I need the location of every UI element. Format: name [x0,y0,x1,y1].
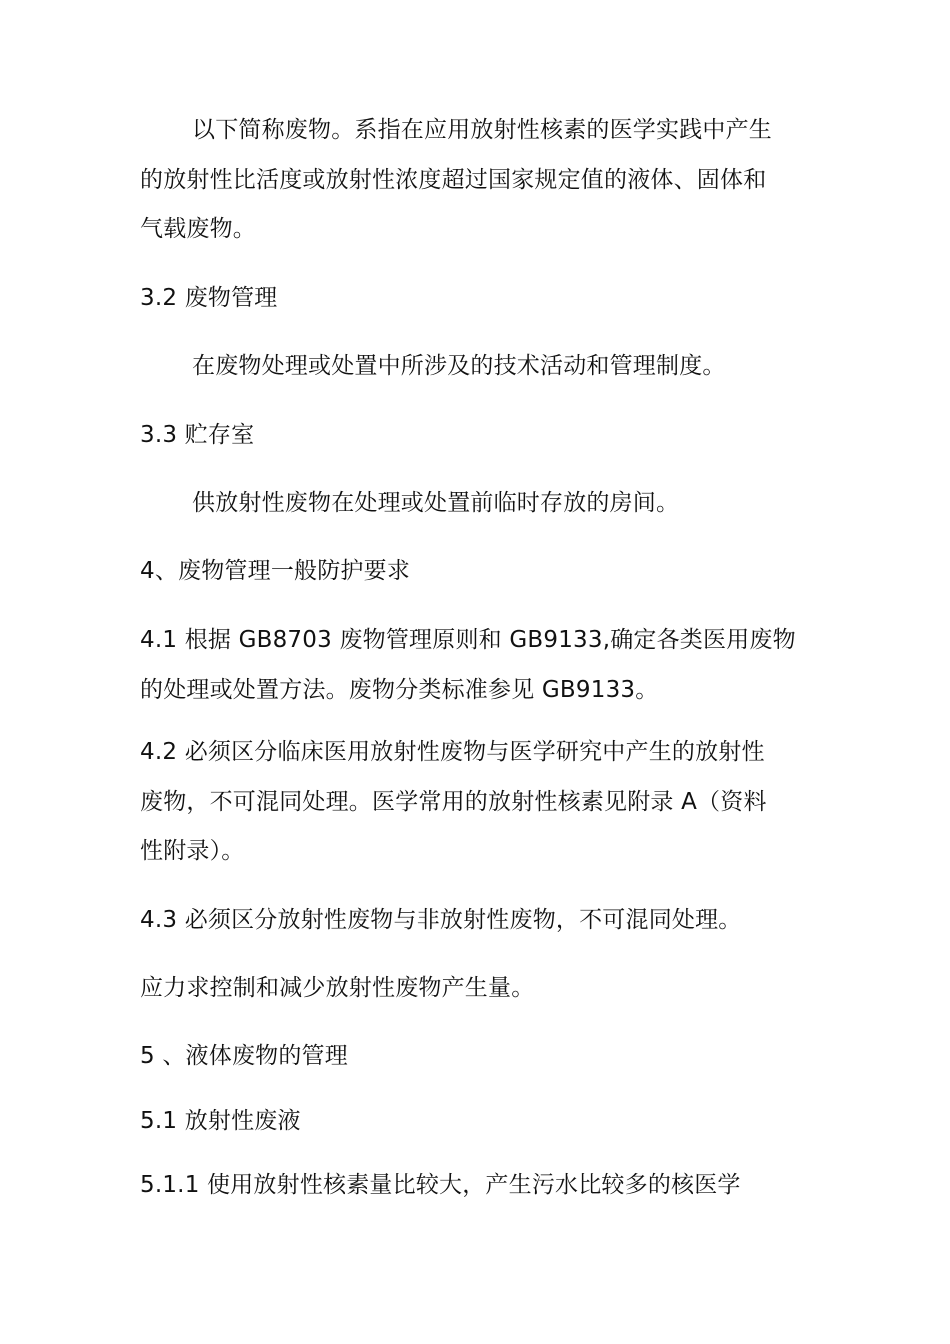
text-line-1: 以下简称废物。系指在应用放射性核素的医学实践中产生 [192,117,772,143]
paragraph-4-1-line-1: 4.1 根据 GB8703 废物管理原则和 GB9133,确定各类医用废物 [140,627,796,653]
section-heading-3-2: 3.2 废物管理 [140,285,278,311]
paragraph-4-2-line-2: 废物，不可混同处理。医学常用的放射性核素见附录 A（资料 [140,789,767,815]
paragraph-4-1-line-2: 的处理或处置方法。废物分类标准参见 GB9133。 [140,677,659,703]
definition-text-3-3: 供放射性废物在处理或处置前临时存放的房间。 [192,490,680,516]
text-line-3: 气载废物。 [140,216,256,242]
paragraph-4-3-continuation: 应力求控制和减少放射性废物产生量。 [140,975,535,1001]
paragraph-4-2-line-3: 性附录）。 [140,838,245,864]
section-heading-5: 5 、液体废物的管理 [140,1043,348,1069]
paragraph-4-3: 4.3 必须区分放射性废物与非放射性废物，不可混同处理。 [140,907,742,933]
definition-text-3-2: 在废物处理或处置中所涉及的技术活动和管理制度。 [192,353,726,379]
paragraph-5-1-1: 5.1.1 使用放射性核素量比较大，产生污水比较多的核医学 [140,1172,741,1198]
section-heading-4: 4、废物管理一般防护要求 [140,558,411,584]
text-line-2: 的放射性比活度或放射性浓度超过国家规定值的液体、固体和 [140,167,767,193]
section-heading-5-1: 5.1 放射性废液 [140,1108,301,1134]
paragraph-4-2-line-1: 4.2 必须区分临床医用放射性废物与医学研究中产生的放射性 [140,739,765,765]
section-heading-3-3: 3.3 贮存室 [140,422,255,448]
